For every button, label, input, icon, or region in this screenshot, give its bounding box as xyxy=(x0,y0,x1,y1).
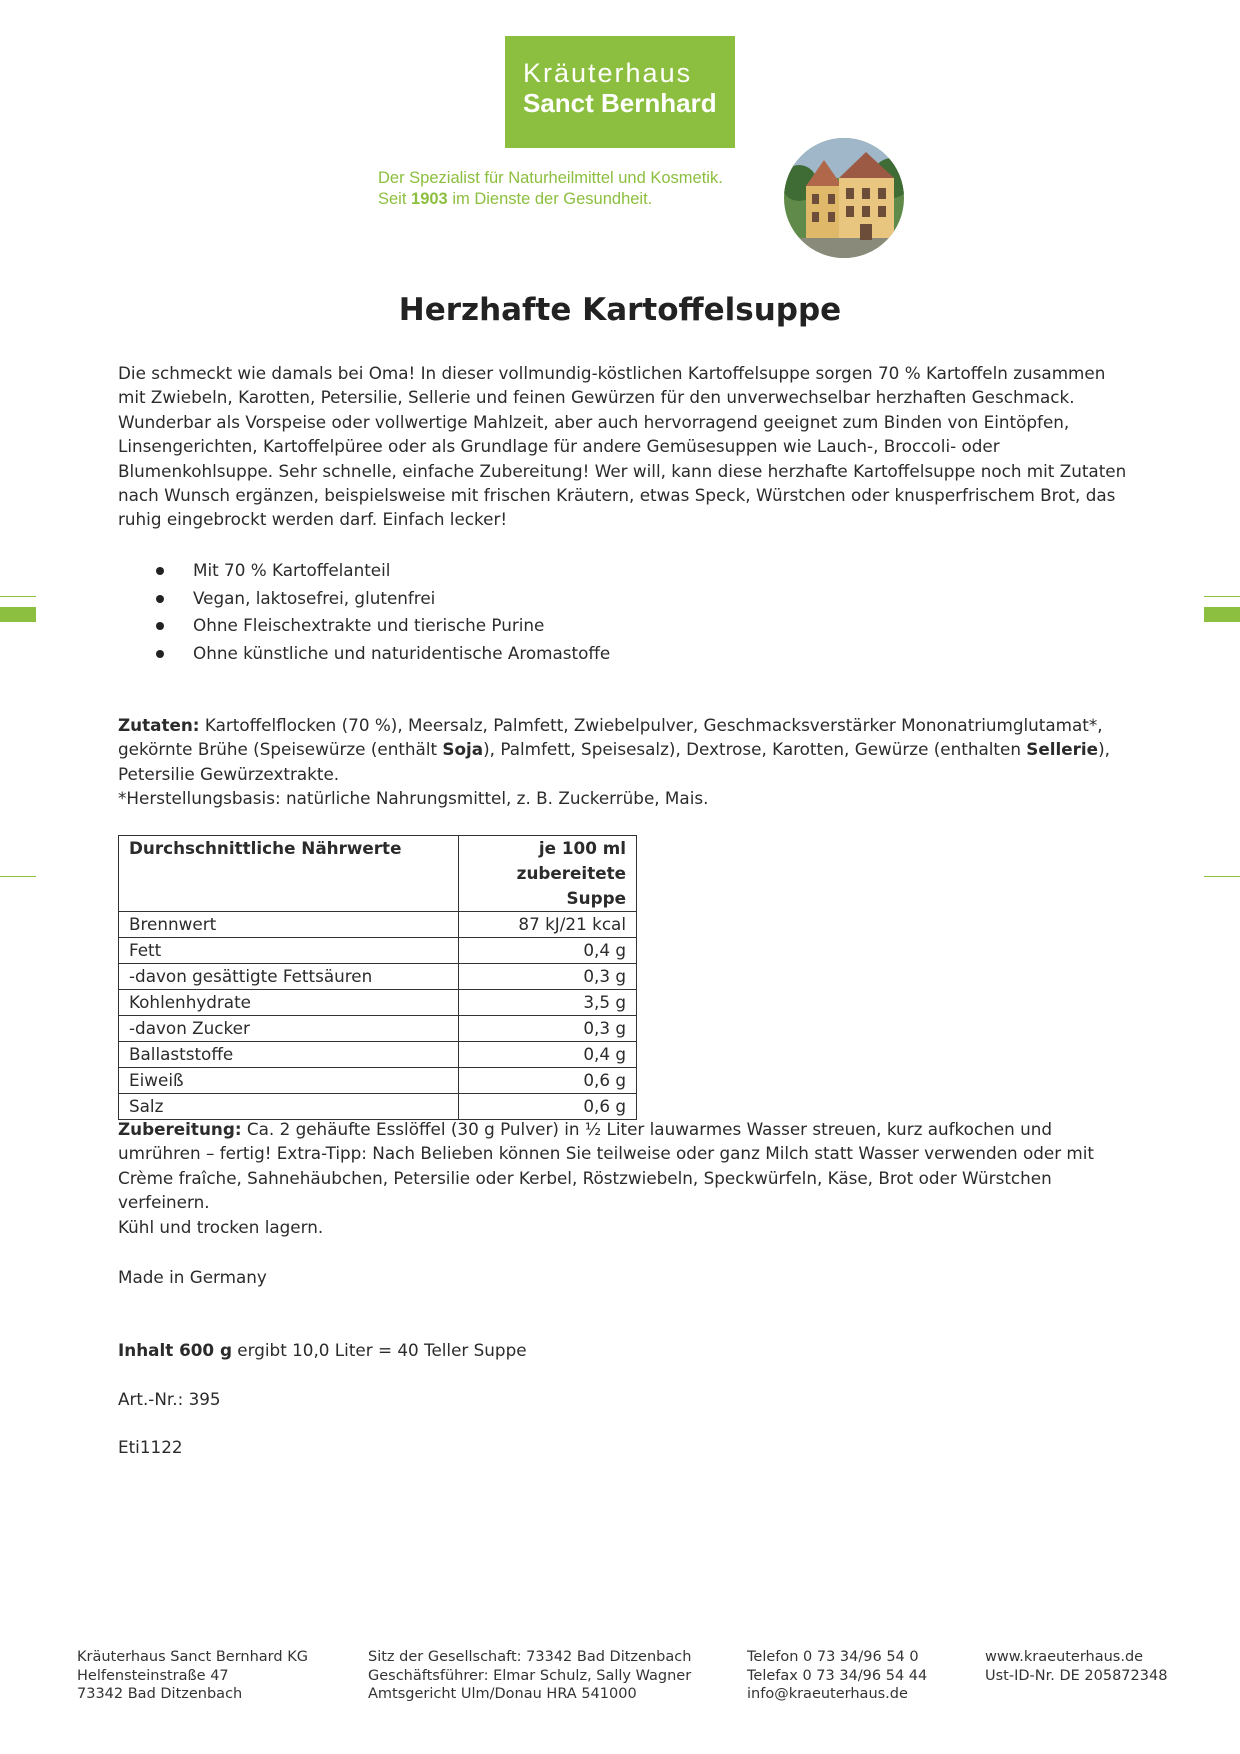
table-row xyxy=(119,1068,637,1094)
footer-website: www.kraeuterhaus.de xyxy=(985,1649,1144,1665)
fold-mark-right xyxy=(1204,607,1240,622)
footer-line: Sitz der Gesellschaft: 73342 Bad Ditzenbach xyxy=(368,1649,692,1665)
list-item: Vegan, laktosefrei, glutenfrei xyxy=(118,585,610,613)
footer-line: 73342 Bad Ditzenbach xyxy=(77,1686,243,1702)
table-row xyxy=(119,912,637,938)
list-item: Ohne künstliche und naturidentische Aromastoffe xyxy=(118,640,610,668)
nutrient-value: 0,3 g xyxy=(459,964,637,990)
list-item: Ohne Fleischextrakte und tierische Purine xyxy=(118,612,610,640)
fold-line-right-bottom xyxy=(1204,876,1240,877)
ingredients-part-1: Kartoffelflocken (70 %), Meersalz, Palmfett, Zwiebelpulver, Geschmacksverstärker Mononatriumglutamat*, gekörnte Brühe (Speisewürze (enthält xyxy=(118,715,1103,760)
footer-legal xyxy=(368,1648,691,1704)
header-per-100ml xyxy=(459,836,637,912)
footer-company xyxy=(77,1648,308,1704)
nutrient-label: Ballaststoffe xyxy=(119,1042,459,1068)
feature-list xyxy=(118,557,610,667)
tagline-year: 1903 xyxy=(411,190,448,208)
allergen-soja: Soja xyxy=(442,739,484,760)
nutrient-label: Kohlenhydrate xyxy=(119,990,459,1016)
nutrient-label: Eiweiß xyxy=(119,1068,459,1094)
table-row xyxy=(119,1094,637,1120)
origin-note: Made in Germany xyxy=(118,1267,267,1287)
ingredients-text xyxy=(118,713,1128,786)
tagline-pre: Seit xyxy=(378,190,412,208)
ingredients-footnote: *Herstellungsbasis: natürliche Nahrungsmittel, z. B. Zuckerrübe, Mais. xyxy=(118,788,709,809)
nutrient-value: 3,5 g xyxy=(459,990,637,1016)
nutrient-value: 0,3 g xyxy=(459,1016,637,1042)
ingredients-part-2: ), Palmfett, Speisesalz), Dextrose, Karotten, Gewürze (enthalten xyxy=(483,739,1027,760)
tagline-post: im Dienste der Gesundheit. xyxy=(447,190,653,208)
nutrient-label: Salz xyxy=(119,1094,459,1120)
nutrient-value: 87 kJ/21 kcal xyxy=(459,912,637,938)
list-item: Mit 70 % Kartoffelanteil xyxy=(118,557,610,585)
footer-email: info@kraeuterhaus.de xyxy=(747,1686,908,1702)
footer-line: Helfensteinstraße 47 xyxy=(77,1667,229,1684)
footer-line: Geschäftsführer: Elmar Schulz, Sally Wagner xyxy=(368,1667,692,1684)
storage-note: Kühl und trocken lagern. xyxy=(118,1217,324,1237)
nutrition-table xyxy=(118,835,637,1120)
brand-line-1: Kräuterhaus xyxy=(523,58,693,88)
nutrient-value: 0,6 g xyxy=(459,1068,637,1094)
content-label: Inhalt 600 g xyxy=(118,1340,232,1360)
header-per-100ml-line-1: je 100 ml xyxy=(538,838,626,858)
footer-contact xyxy=(747,1648,927,1704)
label-code: Eti1122 xyxy=(118,1437,183,1457)
footer-web xyxy=(985,1648,1167,1685)
fold-line-right-top xyxy=(1204,596,1240,597)
table-row xyxy=(119,1042,637,1068)
brand-tagline xyxy=(378,168,723,210)
ingredients-block xyxy=(118,713,1128,811)
table-row xyxy=(119,990,637,1016)
nutrient-label: Fett xyxy=(119,938,459,964)
footer-vat-id: Ust-ID-Nr. DE 205872348 xyxy=(985,1667,1168,1684)
tagline-line-1: Der Spezialist für Naturheilmittel und Kosmetik. xyxy=(378,169,723,187)
nutrient-label: Brennwert xyxy=(119,912,459,938)
footer-line: Kräuterhaus Sanct Bernhard KG xyxy=(77,1649,308,1665)
preparation-label: Zubereitung: xyxy=(118,1119,242,1139)
table-header-row xyxy=(119,836,637,912)
content-body: ergibt 10,0 Liter = 40 Teller Suppe xyxy=(231,1340,527,1360)
allergen-sellerie: Sellerie xyxy=(1026,739,1099,760)
nutrient-value: 0,6 g xyxy=(459,1094,637,1120)
fold-line-left-bottom xyxy=(0,876,36,877)
content-note xyxy=(118,1338,527,1362)
footer-fax: Telefax 0 73 34/96 54 44 xyxy=(747,1667,928,1684)
ingredients-label: Zutaten: xyxy=(118,715,200,735)
ingredients-part-3: ), Petersilie Gewürzextrakte. xyxy=(118,739,1110,784)
footer-line: Amtsgericht Ulm/Donau HRA 541000 xyxy=(368,1686,637,1702)
tagline-line-2 xyxy=(378,189,723,210)
table-row xyxy=(119,938,637,964)
fold-line-left-top xyxy=(0,596,36,597)
intro-text: Die schmeckt wie damals bei Oma! In dieser vollmundig-köstlichen Kartoffelsuppe sorgen 70 % Kartoffeln zusammen mit Zwiebeln, Karotten, Petersilie, Sellerie und feinen Gewürzen für den unverwechselbar herzhaften Geschmack. Wunderbar als Vorspeise oder vollwertige Mahlzeit, aber auch hervorragend geeignet zum Binden von Eintöpfen, Linsengerichten, Kartoffelpüree oder als Grundlage für andere Gemüsesuppen wie Lauch-, Broccoli- oder Blumenkohlsuppe. Sehr schnelle, einfache Zubereitung! Wer will, kann diese herzhafte Kartoffelsuppe noch mit Zutaten nach Wunsch ergänzen, beispielsweise mit frischen Kräutern, etwas Speck, Würstchen oder knusperfrischem Brot, das ruhig eingebrockt werden darf. Einfach lecker! xyxy=(118,363,1127,530)
fold-mark-left xyxy=(0,607,36,622)
header-nutrients: Durchschnittliche Nährwerte xyxy=(119,836,459,912)
brand-line-2: Sanct Bernhard xyxy=(523,88,717,118)
building-image xyxy=(784,138,904,258)
nutrient-label: -davon gesättigte Fettsäuren xyxy=(119,964,459,990)
nutrient-value: 0,4 g xyxy=(459,1042,637,1068)
footer-phone: Telefon 0 73 34/96 54 0 xyxy=(747,1649,919,1665)
page-title: Herzhafte Kartoffelsuppe xyxy=(398,292,842,328)
table-row xyxy=(119,964,637,990)
preparation-body: Ca. 2 gehäufte Esslöffel (30 g Pulver) in ½ Liter lauwarmes Wasser streuen, kurz aufkochen und umrühren – fertig! Extra-Tipp: Nach Belieben können Sie teilweise oder ganz Milch statt Wasser verwenden oder mit Crème fraîche, Sahnehäubchen, Petersilie oder Kerbel, Röstzwiebeln, Speckwürfeln, Käse, Brot oder Würstchen verfeinern. xyxy=(118,1119,1095,1213)
header-per-100ml-line-2: zubereitete Suppe xyxy=(516,863,626,908)
preparation-text xyxy=(118,1117,1128,1215)
brand-logo xyxy=(505,36,735,148)
article-number: Art.-Nr.: 395 xyxy=(118,1389,221,1409)
nutrient-label: -davon Zucker xyxy=(119,1016,459,1042)
nutrient-value: 0,4 g xyxy=(459,938,637,964)
table-row xyxy=(119,1016,637,1042)
